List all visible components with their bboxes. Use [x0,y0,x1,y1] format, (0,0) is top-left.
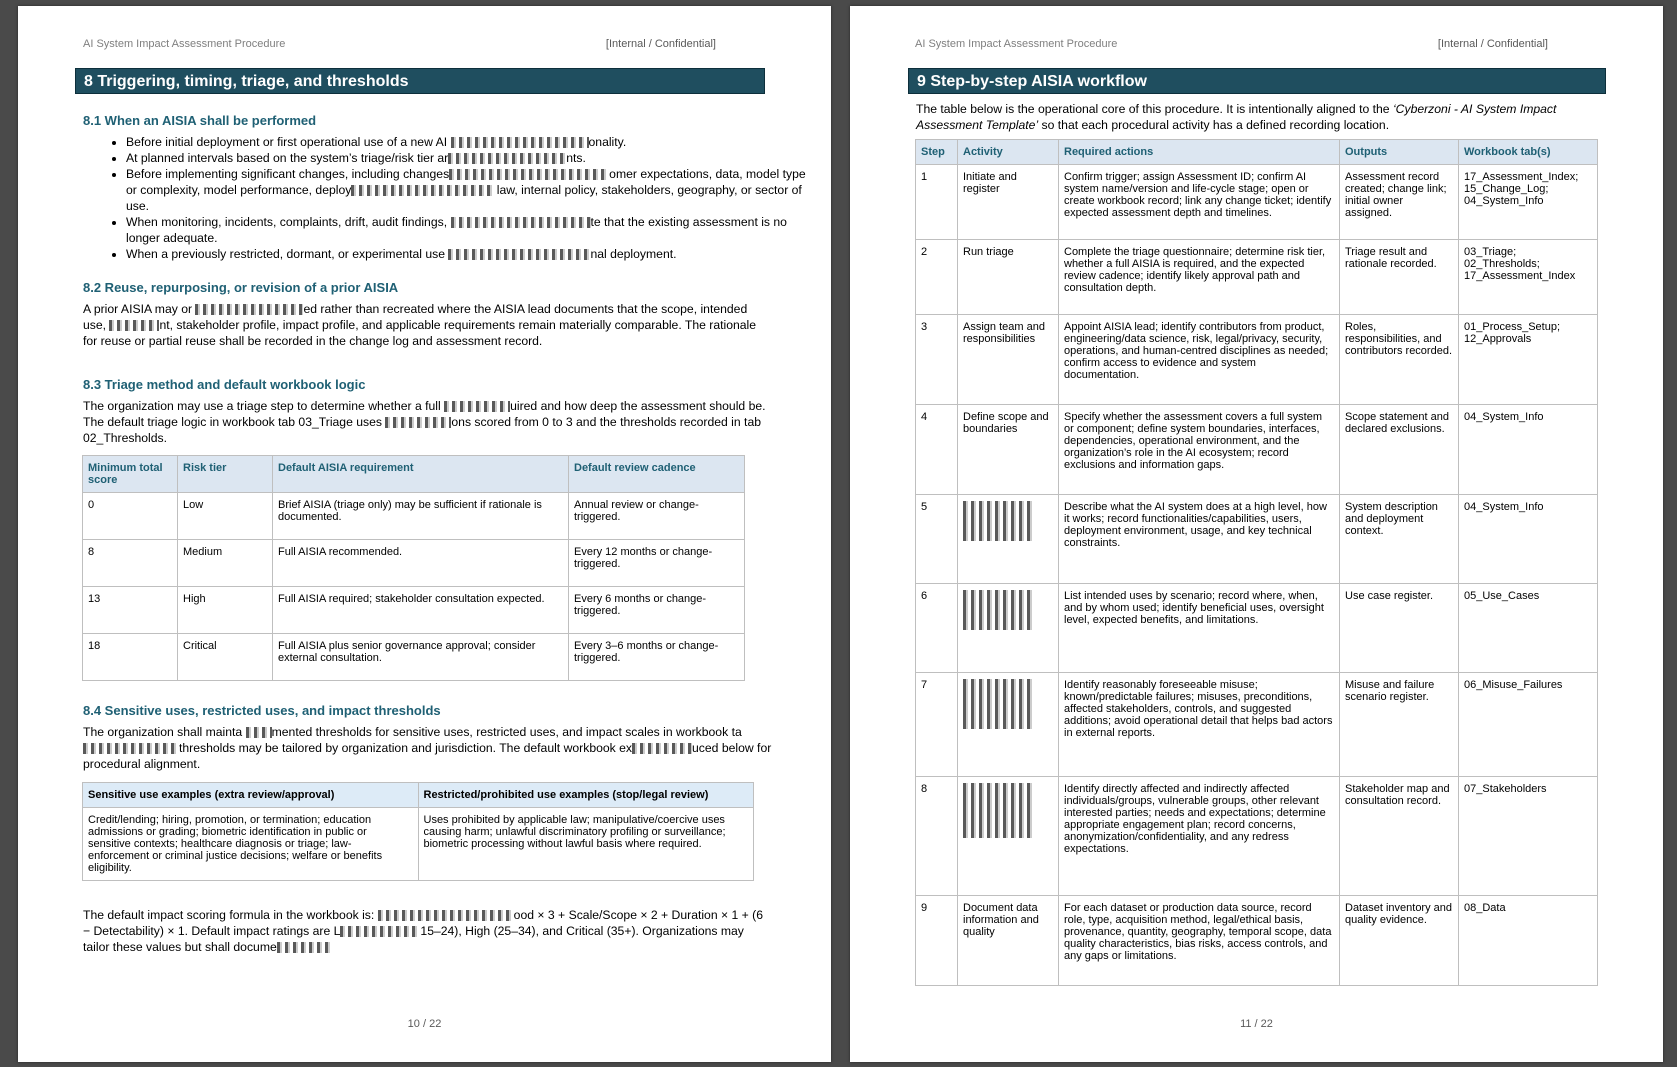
column-header: Default review cadence [569,456,745,493]
page-number: 11 / 22 [1240,1018,1273,1030]
document-page-11 [850,6,1663,1062]
column-header: Default AISIA requirement [273,456,569,493]
column-header: Risk tier [178,456,273,493]
table-row: 8 Medium Full AISIA recommended. Every 12 months or change-triggered. [83,540,745,587]
table-row: 18 Critical Full AISIA plus senior governance approval; consider external consultation. Every 3–6 months or change-triggered. [83,634,745,681]
section-heading: 8 Triggering, timing, triage, and thresholds [75,68,765,94]
list-item: • When a previously restricted, dormant, or experimental use nal deployment. [126,246,816,262]
table-header-row [916,140,1598,165]
subsection-heading-8-4: 8.4 Sensitive uses, restricted uses, and impact thresholds [83,703,441,718]
column-header: Sensitive use examples (extra review/approval) [83,783,419,808]
table-row: 9 Document data information and quality For each dataset or production data source, record role, type, acquisition method, legal/ethical basis, provenance, quantity, geography, temporal scope, data quality characteristics, bias risks, access controls, and any gaps or limitations. Dataset inventory and quality evidence. 08_Data [916,896,1598,986]
table-row: 7 Identify reasonably foreseeable misuse; known/predictable failures; misuses, preconditions, affected stakeholders, controls, and suggested additions; avoid operational detail that helps bad actors in external reports. Misuse and failure scenario register. 06_Misuse_Failures [916,673,1598,777]
workflow-table [915,139,1598,986]
section-heading: 9 Step-by-step AISIA workflow [908,68,1606,94]
subsection-heading-8-2: 8.2 Reuse, repurposing, or revision of a prior AISIA [83,280,399,295]
page-number: 10 / 22 [407,1018,442,1030]
running-header-classification: [Internal / Confidential] [605,38,716,50]
subsection-heading-8-3: 8.3 Triage method and default workbook logic [83,377,366,392]
workflow-intro: The table below is the operational core of this procedure. It is intentionally aligned to the ‘Cyberzoni - AI System Impact Assessment Template’ so that each procedural activity has a defined recording location. [916,102,1557,132]
running-header-title: AI System Impact Assessment Procedure [915,38,1118,50]
column-header: Restricted/prohibited use examples (stop/legal review) [418,783,754,808]
table-row: Credit/lending; hiring, promotion, or termination; education admissions or grading; biometric identification in public or sensitive contexts; healthcare diagnosis or triage; law-enforcement or criminal justice decisions; welfare or benefits eligibility. Uses prohibited by applicable law; manipulative/coercive uses causing harm; unlawful discriminatory profiling or surveillance; biometric processing without lawful basis where required. [83,808,754,881]
paragraph-8-2: A prior AISIA may or ed rather than recreated where the AISIA lead documents that the scope, intended use, nt, stakeholder profile, impact profile, and applicable requirements remain materially comparable. The rationale for reuse or partial reuse shall be recorded in the change log and assessment record. [83,302,757,348]
table-row: 0 Low Brief AISIA (triage only) may be sufficient if rationale is documented. Annual review or change-triggered. [83,493,745,540]
paragraph-impact-formula: The default impact scoring formula in the workbook is: ood × 3 + Scale/Scope × 2 + Duration × 1 + (6 − Detectability) × 1. Default impact ratings are L 15–24), High (25–34), and Critical (35+). Organizations may tailor these values but shall docume [83,908,764,954]
table-header-row [83,456,745,493]
list-item: • When monitoring, incidents, complaints, drift, audit findings, te that the existing assessment is no longer adequate. [126,214,816,246]
sensitive-use-table [82,782,754,881]
document-page-10 [18,6,831,1062]
table-row: 3 Assign team and responsibilities Appoint AISIA lead; identify contributors from product, engineering/data science, risk, legal/privacy, security, operations, and human-centred disciplines as needed; confirm access to evidence and system documentation. Roles, responsibilities, and contributors recorded. 01_Process_Setup; 12_Approvals [916,315,1598,405]
column-header: Outputs [1340,140,1459,165]
table-row: 5 Describe what the AI system does at a high level, how it works; record functionalities/capabilities, users, deployment environment, usage, and key technical constraints. System description and deployment context. 04_System_Info [916,495,1598,584]
table-row: 1 Initiate and register Confirm trigger; assign Assessment ID; confirm AI system name/version and life-cycle stage; open or create workbook record; link any change ticket; identify expected assessment depth and timelines. Assessment record created; change link; initial owner assigned. 17_Assessment_Index; 15_Change_Log; 04_System_Info [916,165,1598,240]
table-row: 8 Identify directly affected and indirectly affected individuals/groups, vulnerable groups, other relevant interested parties; needs and expectations; determine appropriate engagement plan; record concerns, anonymization/confidentiality, and any redress expectations. Stakeholder map and consultation record. 07_Stakeholders [916,777,1598,896]
table-header-row [83,783,754,808]
column-header: Required actions [1059,140,1340,165]
subsection-heading-8-1: 8.1 When an AISIA shall be performed [83,113,317,128]
list-item: • At planned intervals based on the system’s triage/risk tier ar nts. [126,150,816,166]
column-header: Activity [958,140,1059,165]
running-header-classification: [Internal / Confidential] [1437,38,1548,50]
table-row: 4 Define scope and boundaries Specify whether the assessment covers a full system or component; define system boundaries, interfaces, dependencies, operational environment, and the organization’s role in the AI ecosystem; record exclusions and information gaps. Scope statement and declared exclusions. 04_System_Info [916,405,1598,495]
table-row: 2 Run triage Complete the triage questionnaire; determine risk tier, whether a full AISIA is required, and the expected review cadence; identify likely approval path and consultation depth. Triage result and rationale recorded. 03_Triage; 02_Thresholds; 17_Assessment_Index [916,240,1598,315]
list-item: • Before implementing significant changes, including changes omer expectations, data, model type or complexity, model performance, deploy law, internal policy, stakeholders, geography, or sector of use. [126,166,816,214]
list-item: • Before initial deployment or first operational use of a new AI onality. [126,134,816,150]
trigger-bullet-list [100,134,816,262]
column-header: Step [916,140,958,165]
risk-tier-table [82,455,745,681]
column-header: Minimum total score [83,456,178,493]
paragraph-8-4: The organization shall mainta mented thresholds for sensitive uses, restricted uses, and impact scales in workbook tathresholds may be tailored by organization and jurisdiction. The default workbook ex uced below for procedural alignment. [83,725,772,771]
column-header: Workbook tab(s) [1459,140,1598,165]
running-header-title: AI System Impact Assessment Procedure [83,38,286,50]
paragraph-8-3: The organization may use a triage step to determine whether a full uired and how deep the assessment should be. The default triage logic in workbook tab 03_Triage uses ons scored from 0 to 3 and the thresholds recorded in tab 02_Thresholds. [83,399,766,445]
table-row: 6 List intended uses by scenario; record where, when, and by whom used; identify beneficial uses, oversight level, expected benefits, and limitations. Use case register. 05_Use_Cases [916,584,1598,673]
table-row: 13 High Full AISIA required; stakeholder consultation expected. Every 6 months or change-triggered. [83,587,745,634]
